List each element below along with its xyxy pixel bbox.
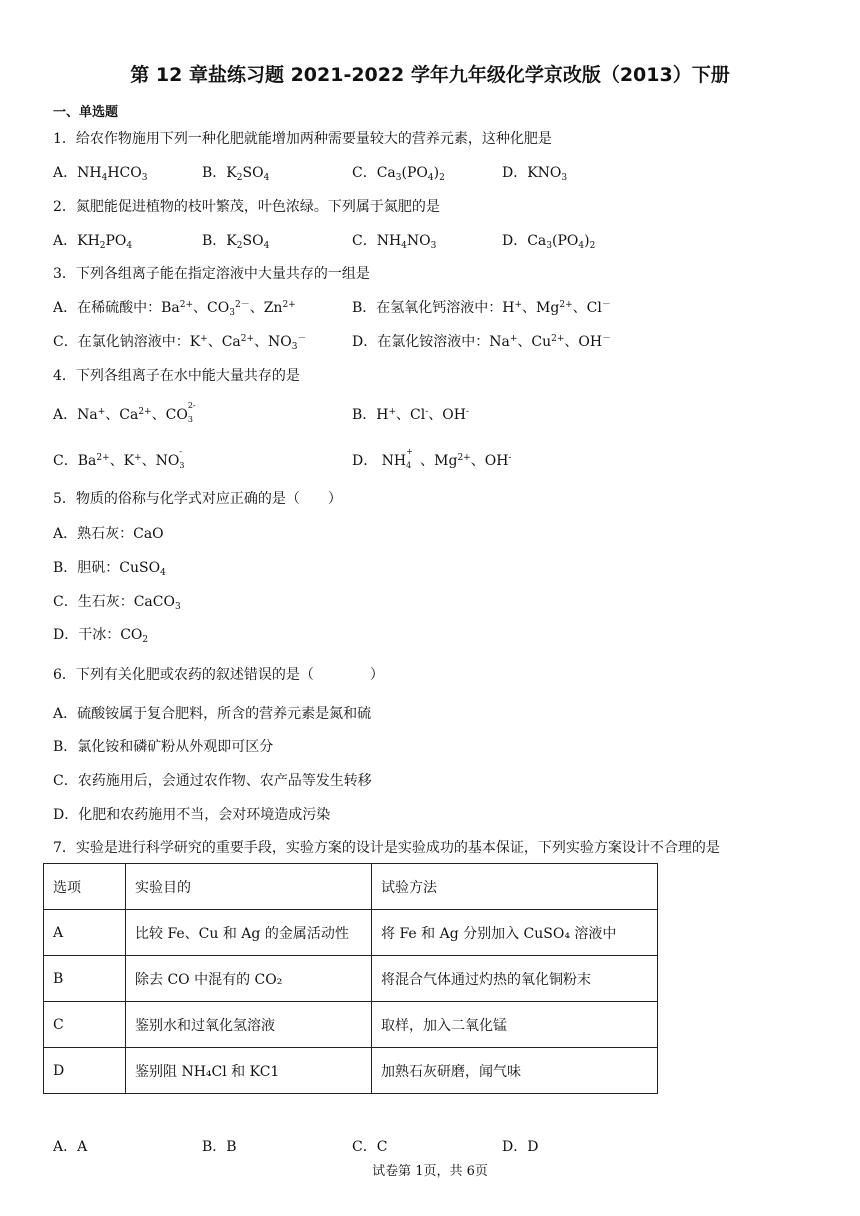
q3-option-b: B．在氢氧化钙溶液中：H+、$Mg^{2+}$、Cl－	[352, 300, 611, 316]
q6-option-a: A．硫酸铵属于复合肥料，所含的营养元素是氮和硫	[53, 706, 372, 722]
table-header-cell: 实验目的	[126, 864, 372, 910]
table-cell: 鉴别阻 NH₄Cl 和 KC1	[126, 1048, 372, 1094]
question-3-stem: 3．下列各组离子能在指定溶液中大量共存的一组是	[53, 266, 370, 282]
q4-option-d: D． NH + 4 、$Mg^{2+}$、OH-	[352, 447, 512, 470]
q3-option-d: D．在氯化铵溶液中：Na+、$Cu^{2+}$、OH－	[352, 334, 612, 350]
table-cell: 比较 Fe、Cu 和 Ag 的金属活动性	[126, 910, 372, 956]
table-cell: 鉴别水和过氧化氢溶液	[126, 1002, 372, 1048]
q5-option-d: D．干冰：$CO_2$	[53, 627, 149, 645]
q3-option-a: A．在稀硫酸中：$Ba^{2+}$、$CO_3^{2-}$、$Zn^{2+}$	[53, 300, 296, 318]
q5-option-c: C．生石灰：CaCO$_3$	[53, 594, 181, 612]
table-header-cell: 试验方法	[372, 864, 658, 910]
table-cell: 将混合气体通过灼热的氧化铜粉末	[372, 956, 658, 1002]
question-1-stem: 1．给农作物施用下列一种化肥就能增加两种需要量较大的营养元素，这种化肥是	[53, 131, 552, 147]
q2-option-a: A．$KH_2PO_4$	[53, 233, 133, 251]
page-footer: 试卷第 1页，共 6页	[372, 1164, 488, 1179]
q4-option-c: C．$Ba^{2+}$、K+、NO - 3	[53, 447, 185, 470]
table-cell: 加熟石灰研磨，闻气味	[372, 1048, 658, 1094]
table-header-cell: 选项	[44, 864, 126, 910]
q7-option-b: B．B	[202, 1139, 237, 1155]
table-cell: A	[44, 910, 126, 956]
q2-option-b: B．$K_2SO_4$	[202, 233, 270, 251]
question-5-stem: 5．物质的俗称与化学式对应正确的是（ ）	[53, 491, 342, 507]
question-6-stem: 6．下列有关化肥或农药的叙述错误的是（ ）	[53, 667, 384, 683]
table-cell: C	[44, 1002, 126, 1048]
table-row	[44, 1002, 658, 1048]
q6-option-b: B．氯化铵和磷矿粉从外观即可区分	[53, 739, 274, 755]
table-row	[44, 1048, 658, 1094]
table-cell: 取样，加入二氧化锰	[372, 1002, 658, 1048]
q2-option-c: C．$NH_4NO_3$	[352, 233, 437, 251]
section-heading: 一、单选题	[53, 105, 119, 120]
question-2-stem: 2．氮肥能促进植物的枝叶繁茂，叶色浓绿。下列属于氮肥的是	[53, 199, 440, 215]
table-row	[44, 910, 658, 956]
table-cell: B	[44, 956, 126, 1002]
q6-option-d: D．化肥和农药施用不当，会对环境造成污染	[53, 807, 331, 823]
q7-option-a: A．A	[53, 1139, 88, 1155]
document-title: 第 12 章盐练习题 2021-2022 学年九年级化学京改版（2013）下册	[130, 64, 730, 86]
q7-option-d: D．D	[502, 1139, 539, 1155]
q1-option-b: B．$K_2SO_4$	[202, 165, 270, 183]
q2-option-d: D．$Ca_3(PO_4)_2$	[502, 233, 596, 251]
q6-option-c: C．农药施用后，会通过农作物、农产品等发生转移	[53, 773, 372, 789]
table-cell: D	[44, 1048, 126, 1094]
q1-option-c: C．$Ca_3(PO_4)_2$	[352, 165, 445, 183]
table-cell: 将 Fe 和 Ag 分别加入 CuSO₄ 溶液中	[372, 910, 658, 956]
q7-option-c: C．C	[352, 1139, 388, 1155]
q4-option-b: B．H+、Cl-、OH-	[352, 407, 470, 423]
table-cell: 除去 CO 中混有的 CO₂	[126, 956, 372, 1002]
q3-option-c: C．在氯化钠溶液中：K+、$Ca^{2+}$、$NO_3^-$	[53, 334, 307, 352]
q5-option-a: A．熟石灰：CaO	[53, 526, 164, 542]
q1-option-a: A．$NH_4HCO_3$	[53, 165, 148, 183]
q1-option-d: D．$KNO_3$	[502, 165, 568, 183]
q5-option-b: B．胆矾：CuSO$_4$	[53, 560, 166, 578]
q4-option-a: A．Na+、$Ca^{2+}$、CO 2- 3	[53, 401, 196, 424]
table-header-row	[44, 864, 658, 910]
table-row	[44, 956, 658, 1002]
experiment-table	[43, 863, 658, 1094]
question-4-stem: 4．下列各组离子在水中能大量共存的是	[53, 368, 300, 384]
question-7-stem: 7．实验是进行科学研究的重要手段，实验方案的设计是实验成功的基本保证，下列实验方案设计不合理的是	[53, 840, 720, 856]
